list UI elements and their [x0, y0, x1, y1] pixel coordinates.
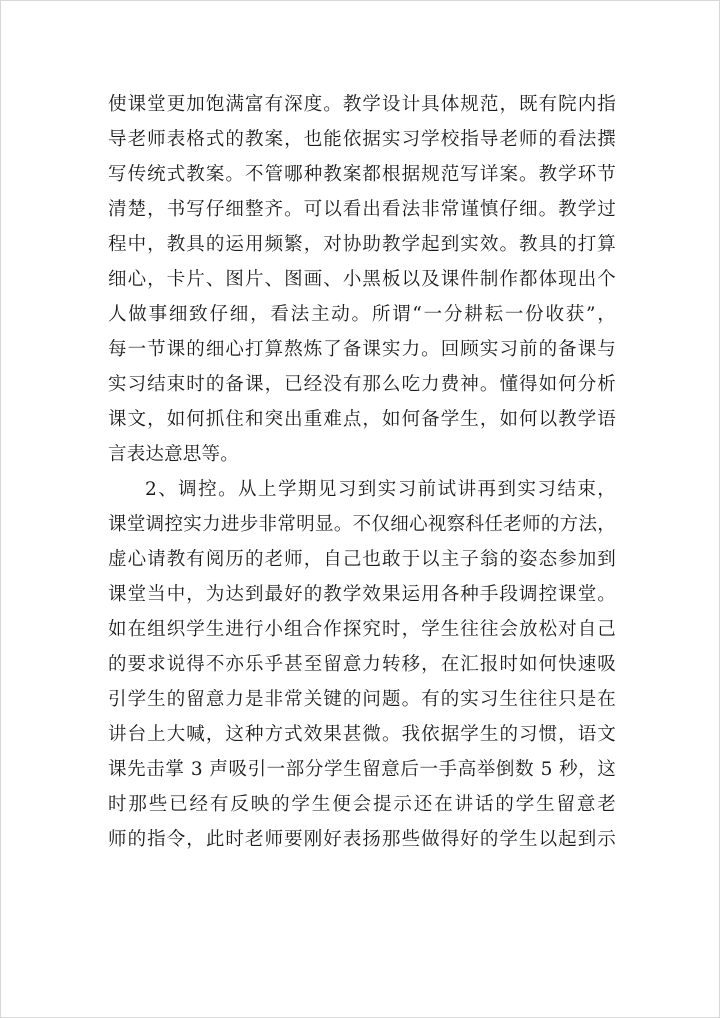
text-line: 虚心请教有阅历的老师，自己也敢于以主子翁的姿态参加到: [108, 549, 616, 570]
text-line: 清楚，书写仔细整齐。可以看出看法非常谨慎仔细。教学过: [108, 199, 616, 220]
text-line: 课堂当中，为达到最好的教学效果运用各种手段调控课堂。: [108, 584, 616, 605]
text-line: 每一节课的细心打算熬炼了备课实力。回顾实习前的备课与: [108, 339, 616, 360]
text-line: 使课堂更加饱满富有深度。教学设计具体规范，既有院内指: [108, 94, 616, 115]
text-line: 引学生的留意力是非常关键的问题。有的实习生往往只是在: [108, 689, 616, 710]
paragraph-1: [108, 87, 616, 472]
text-line: 程中，教具的运用频繁，对协助教学起到实效。教具的打算: [108, 234, 616, 255]
paragraph-2: [108, 472, 616, 857]
text-line: 师的指令，此时老师要刚好表扬那些做得好的学生以起到示: [108, 829, 616, 850]
text-line: 写传统式教案。不管哪种教案都根据规范写详案。教学环节: [108, 164, 616, 185]
text-line: 导老师表格式的教案，也能依据实习学校指导老师的看法撰: [108, 129, 616, 150]
text-line: 言表达意思等。: [108, 444, 239, 465]
text-line: 人做事细致仔细，看法主动。所谓“一分耕耘一份收获”，: [108, 304, 616, 325]
text-line: 的要求说得不亦乐乎甚至留意力转移，在汇报时如何快速吸: [108, 654, 616, 675]
text-line: 实习结束时的备课，已经没有那么吃力费神。懂得如何分析: [108, 374, 616, 395]
document-body: [108, 87, 616, 857]
text-line: 如在组织学生进行小组合作探究时，学生往往会放松对自己: [108, 619, 616, 640]
text-line: 课先击掌 3 声吸引一部分学生留意后一手高举倒数 5 秒，这: [108, 759, 616, 780]
text-line: 细心，卡片、图片、图画、小黑板以及课件制作都体现出个: [108, 269, 616, 290]
text-line: 课堂调控实力进步非常明显。不仅细心视察科任老师的方法，: [108, 514, 616, 535]
text-line: 时那些已经有反映的学生便会提示还在讲话的学生留意老: [108, 794, 616, 815]
text-line: 课文，如何抓住和突出重难点，如何备学生，如何以教学语: [108, 409, 616, 430]
text-line: 讲台上大喊，这种方式效果甚微。我依据学生的习惯，语文: [108, 724, 616, 745]
text-line: 2、调控。从上学期见习到实习前试讲再到实习结束，: [145, 479, 616, 500]
